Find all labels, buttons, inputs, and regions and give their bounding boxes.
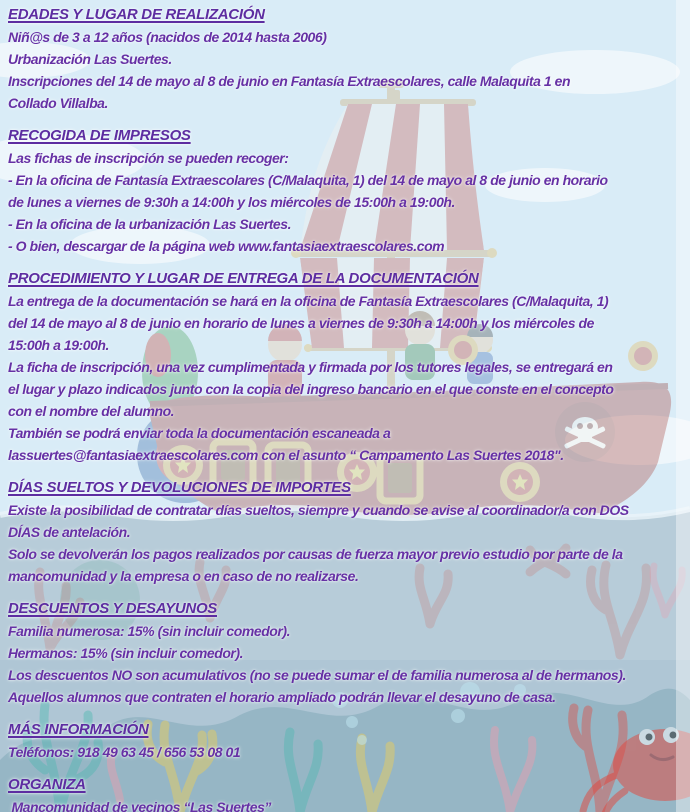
text-line: Collado Villalba. [8,95,108,111]
section [8,719,682,763]
text-line: Teléfonos: 918 49 63 45 / 656 53 08 01 [8,744,241,760]
section-heading: DÍAS SUELTOS Y DEVOLUCIONES DE IMPORTES [8,479,351,496]
section-heading: EDADES Y LUGAR DE REALIZACIÓN [8,6,265,23]
text-line: Hermanos: 15% (sin incluir comedor). [8,645,244,661]
section [8,125,682,257]
text-line: Las fichas de inscripción se pueden recoger: [8,150,289,166]
text-line: - En la oficina de Fantasía Extraescolares (C/Malaquita, 1) del 14 de mayo al 8 de junio en horario [8,172,608,188]
text-line: Inscripciones del 14 de mayo al 8 de junio en Fantasía Extraescolares, calle Malaquita 1 en [8,73,571,89]
text-line: Urbanización Las Suertes. [8,51,172,67]
section [8,4,682,114]
text-line: mancomunidad y la empresa o en caso de no realizarse. [8,568,359,584]
text-line: del 14 de mayo al 8 de junio en horario de lunes a viernes de 9:30h a 14:00h y los miércoles de [8,315,594,331]
text-line: 15:00h a 19:00h. [8,337,109,353]
text-line: La ficha de inscripción, una vez cumplimentada y firmada por los tutores legales, se entregará en [8,359,613,375]
section [8,774,682,812]
section-heading: RECOGIDA DE IMPRESOS [8,127,191,144]
section-heading: MÁS INFORMACIÓN [8,721,149,738]
text-line: Familia numerosa: 15% (sin incluir comedor). [8,623,291,639]
text-line: DÍAS de antelación. [8,524,131,540]
text-line: con el nombre del alumno. [8,403,175,419]
text-line: lassuertes@fantasiaextraescolares.com con el asunto “ Campamento Las Suertes 2018". [8,447,564,463]
section [8,268,682,466]
section-heading: PROCEDIMIENTO Y LUGAR DE ENTREGA DE LA DOCUMENTACIÓN [8,270,479,287]
text-line: Aquellos alumnos que contraten el horario ampliado podrán llevar el desayuno de casa. [8,689,556,705]
text-line: el lugar y plazo indicados junto con la copia del ingreso bancario en el que conste en el concepto [8,381,614,397]
text-line: Solo se devolverán los pagos realizados por causas de fuerza mayor previo estudio por parte de la [8,546,623,562]
text-line: Mancomunidad de vecinos “Las Suertes” [8,799,271,812]
text-line: Niñ@s de 3 a 12 años (nacidos de 2014 hasta 2006) [8,29,327,45]
text-line: - O bien, descargar de la página web www.fantasiaextraescolares.com [8,238,445,254]
text-line: La entrega de la documentación se hará en la oficina de Fantasía Extraescolares (C/Malaquita, 1) [8,293,609,309]
text-line: de lunes a viernes de 9:30h a 14:00h y los miércoles de 15:00h a 19:00h. [8,194,455,210]
section [8,477,682,587]
text-line: También se podrá enviar toda la documentación escaneada a [8,425,391,441]
section [8,598,682,708]
text-line: Existe la posibilidad de contratar días sueltos, siempre y cuando se avise al coordinador/a con DOS [8,502,629,518]
text-line: - En la oficina de la urbanización Las Suertes. [8,216,292,232]
section-heading: ORGANIZA [8,776,86,793]
text-line: Los descuentos NO son acumulativos (no se puede sumar el de familia numerosa al de hermanos). [8,667,626,683]
section-heading: DESCUENTOS Y DESAYUNOS [8,600,218,617]
